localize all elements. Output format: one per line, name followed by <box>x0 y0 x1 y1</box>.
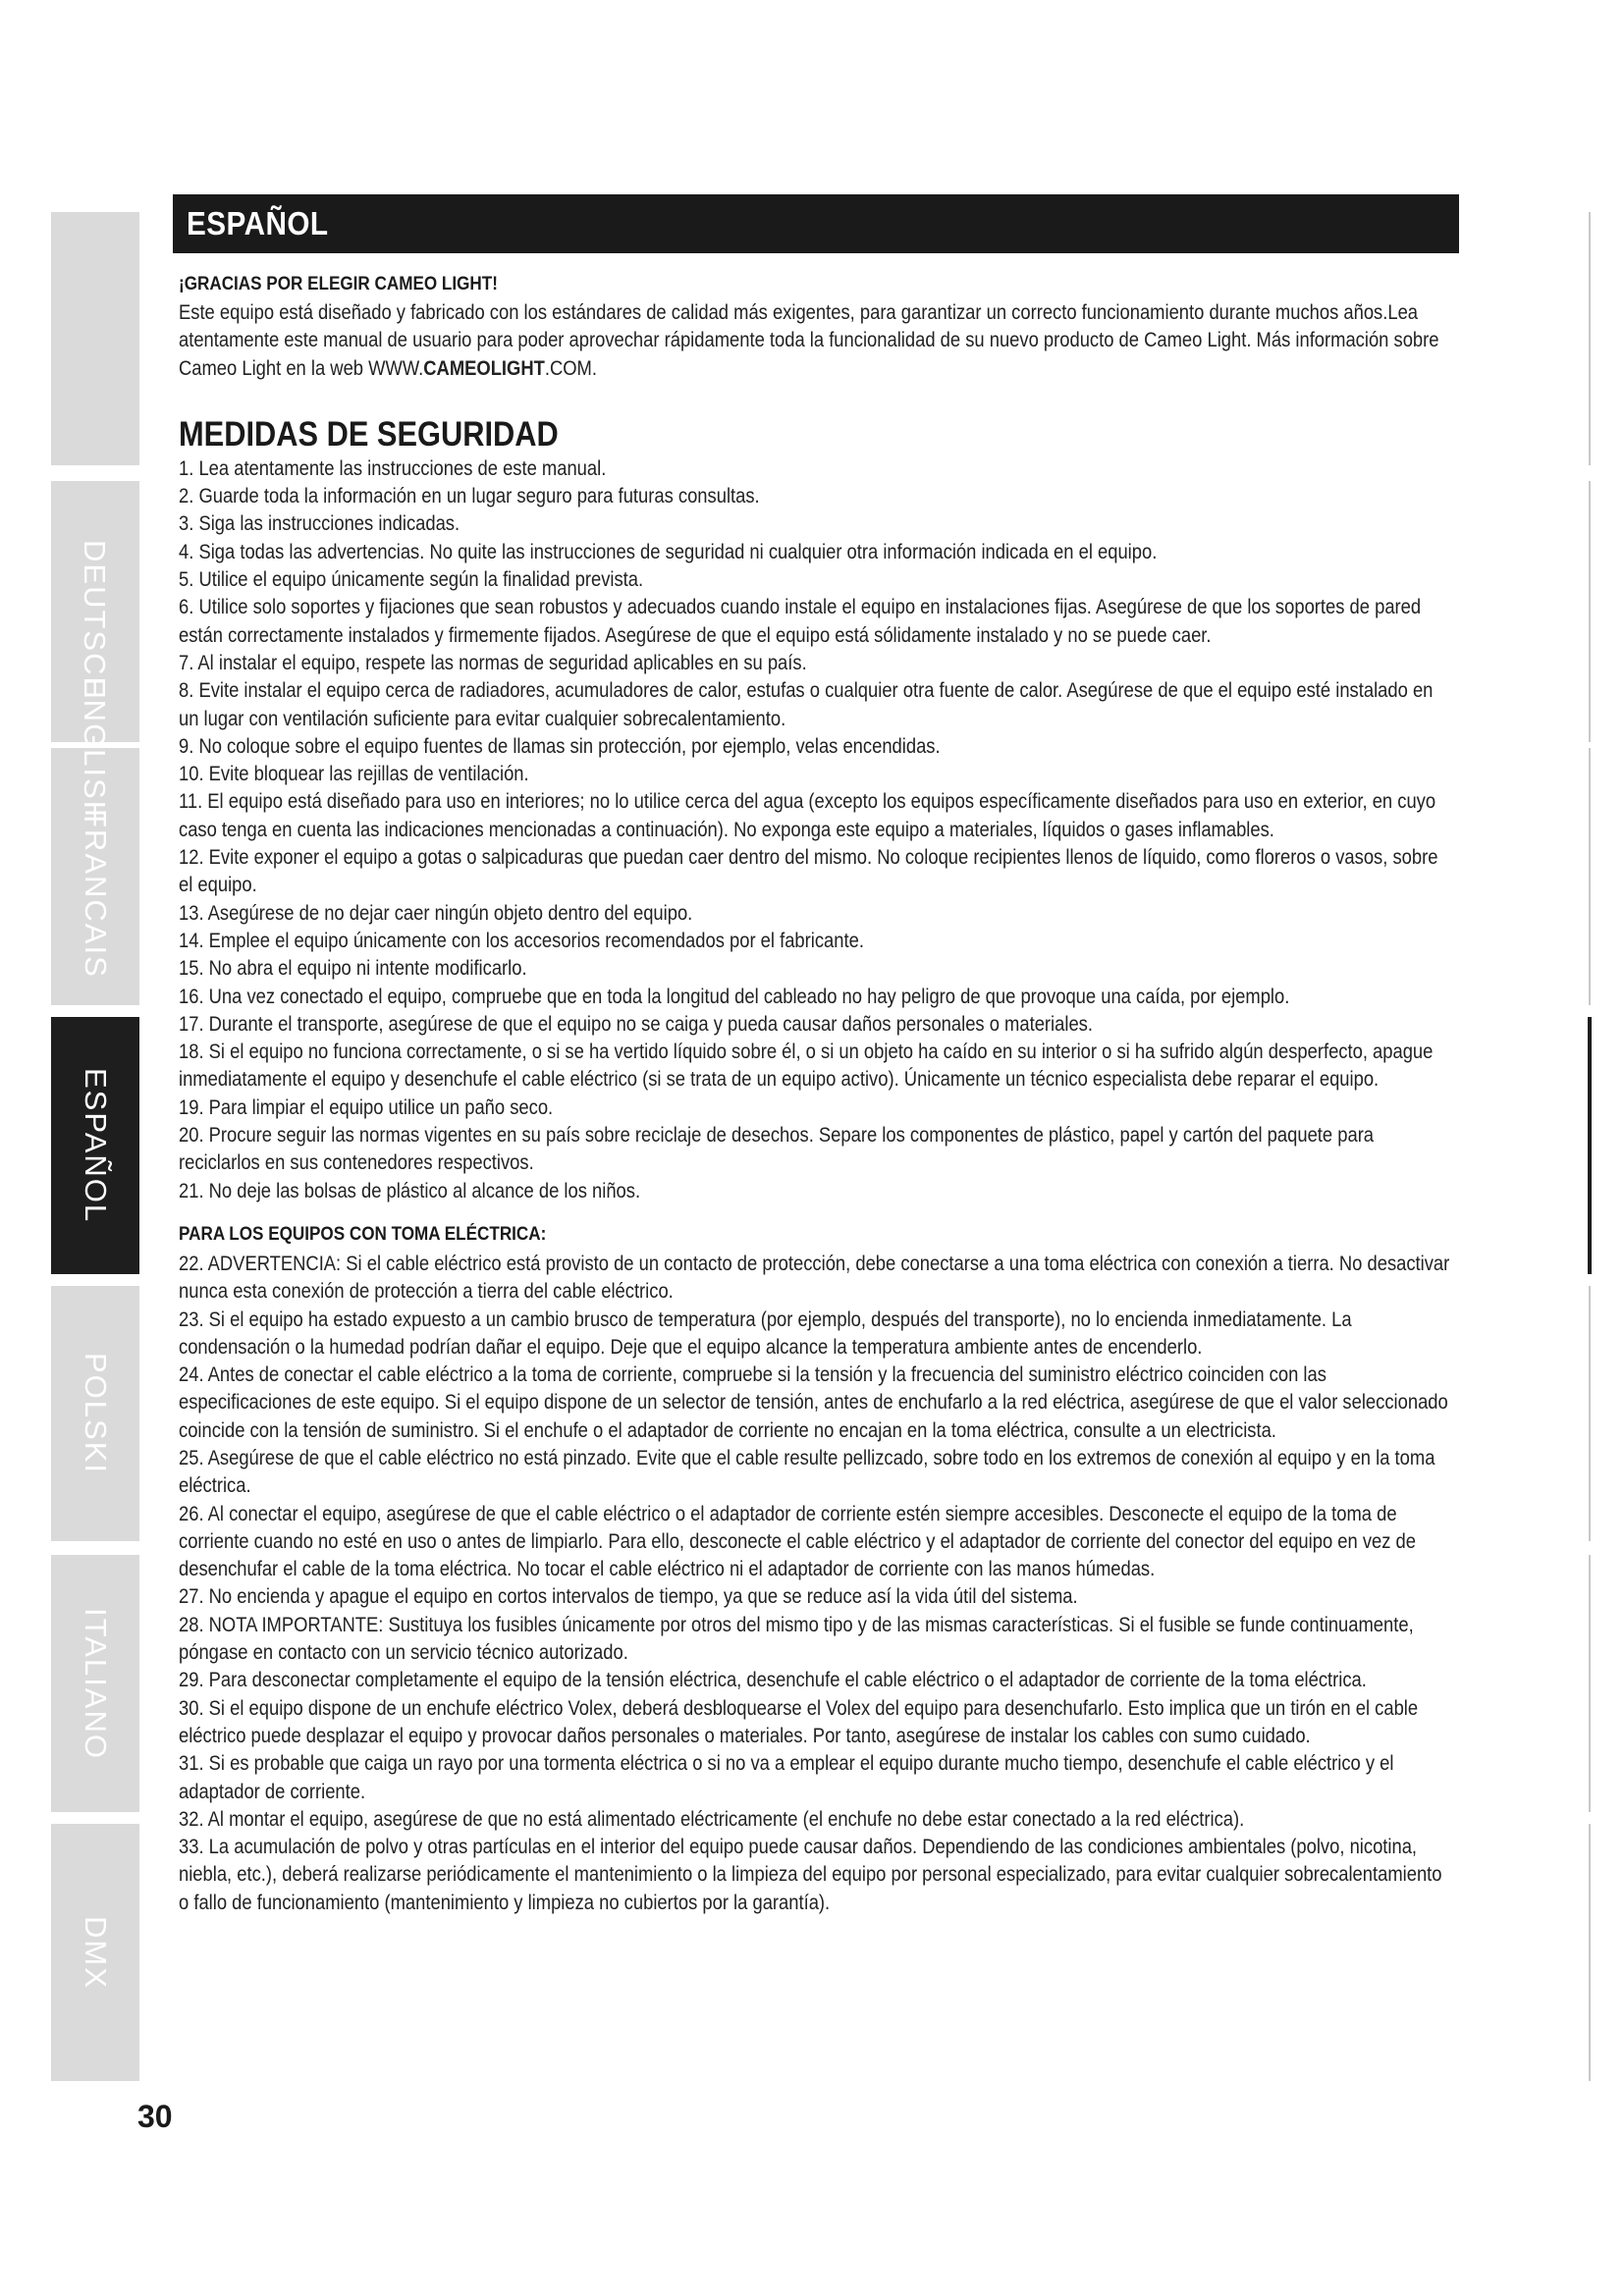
right-marker <box>1589 748 1591 1005</box>
list-item: 14. Emplee el equipo únicamente con los accesorios recomendados por el fabricante. <box>179 928 864 952</box>
list-item: 18. Si el equipo no funciona correctamente, o si se ha vertido líquido sobre él, o si un objeto ha caído en su interior o si ha sufrido algún desperfecto, apague inmediatamente el equipo y desenchufe el cable eléctrico (si se trata de un equipo activo). Únicamente un técnico especialista debe reparar el equipo. <box>179 1040 1434 1092</box>
side-tab-italiano-label: ITALIANO <box>79 1607 113 1760</box>
list-item: 24. Antes de conectar el cable eléctrico a la toma de corriente, compruebe si la tensión y la frecuencia del suministro eléctrico coinciden con las especificaciones de este equipo. Si el equipo dispone de un selector de tensión, antes de enchufarlo a la red eléctrica, asegúrese de que el valor seleccionado coincide con la tensión de suministro. Si el enchufe o el adaptador de corriente no encajan en la toma eléctrica, consulte a un electricista. <box>179 1362 1448 1442</box>
list-item: 29. Para desconectar completamente el equipo de la tensión eléctrica, desenchufe el cable eléctrico o el adaptador de corriente de la toma eléctrica. <box>179 1668 1367 1692</box>
right-marker <box>1589 481 1591 742</box>
safety-list <box>179 454 1455 1204</box>
side-tab-espanol-label: ESPAÑOL <box>79 1067 113 1224</box>
intro-website-bold: CAMEOLIGHT <box>423 355 545 380</box>
side-tab-francais-label: FRANCAIS <box>79 809 113 979</box>
list-item: 15. No abra el equipo ni intente modificarlo. <box>179 956 527 981</box>
main-content <box>179 271 1455 1916</box>
page-number: 30 <box>137 2099 173 2134</box>
safety-section-title: MEDIDAS DE SEGURIDAD <box>179 414 559 454</box>
list-item: 31. Si es probable que caiga un rayo por una tormenta eléctrica o si no va a emplear el equipo durante mucho tiempo, desenchufe el cable eléctrico y el adaptador de corriente. <box>179 1751 1394 1803</box>
language-header-bar <box>173 194 1459 253</box>
list-item: 3. Siga las instrucciones indicadas. <box>179 511 460 536</box>
list-item: 30. Si el equipo dispone de un enchufe eléctrico Volex, deberá desbloquearse el Volex del equipo para desenchufarlo. Esto implica que un tirón en el cable eléctrico puede desplazar el equipo y provocar daños personales o materiales. Por tanto, asegúrese de instalar los cables con sumo cuidado. <box>179 1695 1419 1747</box>
list-item: 12. Evite exponer el equipo a gotas o salpicaduras que puedan caer dentro del mismo. No coloque recipientes llenos de líquido, como floreros o vasos, sobre el equipo. <box>179 845 1438 897</box>
right-marker <box>1589 212 1591 465</box>
list-item: 26. Al conectar el equipo, asegúrese de que el cable eléctrico o el adaptador de corriente estén siempre accesibles. Desconecte el equipo de la toma de corriente cuando no esté en uso o antes de limpiarlo. Para ello, desconecte el cable eléctrico y el adaptador de corriente del conector del equipo en vez de desenchufar el cable de la toma eléctrica. No tocar el cable eléctrico ni el adaptador de corriente con las manos húmedas. <box>179 1501 1417 1581</box>
list-item: 28. NOTA IMPORTANTE: Sustituya los fusibles únicamente por otros del mismo tipo y de las mismas características. Si el fusible se funde continuamente, póngase en contacto con un servicio técnico autorizado. <box>179 1612 1414 1665</box>
language-header-title: ESPAÑOL <box>187 205 329 241</box>
electrical-list <box>179 1250 1455 1916</box>
intro-text: Este equipo está diseñado y fabricado con los estándares de calidad más exigentes, para garantizar un correcto funcionamiento durante muchos años.Lea atentamente este manual de usuario para poder aprovechar rápidamente toda la funcionalidad de su nuevo producto de Cameo Light. Más información sobre Cameo Light en la web WWW. <box>179 300 1439 380</box>
right-marker <box>1589 1824 1591 2081</box>
side-tab-polski-label: POLSKI <box>79 1353 113 1474</box>
side-tab-italiano[interactable] <box>51 1555 139 1812</box>
right-edge-markers <box>1589 0 1595 2296</box>
list-item: 17. Durante el transporte, asegúrese de que el equipo no se caiga y pueda causar daños personales o materiales. <box>179 1011 1093 1036</box>
list-item: 4. Siga todas las advertencias. No quite las instrucciones de seguridad ni cualquier otra información indicada en el equipo. <box>179 539 1158 563</box>
side-tab-deutsch-label: DEUTSCH <box>78 540 112 701</box>
list-item: 1. Lea atentamente las instrucciones de este manual. <box>179 455 607 480</box>
right-marker <box>1589 1286 1591 1541</box>
list-item: 21. No deje las bolsas de plástico al alcance de los niños. <box>179 1178 641 1202</box>
list-item: 16. Una vez conectado el equipo, compruebe que en toda la longitud del cableado no hay peligro de que provoque una caída, por ejemplo. <box>179 984 1290 1008</box>
list-item: 8. Evite instalar el equipo cerca de radiadores, acumuladores de calor, estufas o cualquier otra fuente de calor. Asegúrese de que el equipo esté instalado en un lugar con ventilación suficiente para evitar cualquier sobrecalentamiento. <box>179 678 1434 730</box>
electrical-section-title: PARA LOS EQUIPOS CON TOMA ELÉCTRICA: <box>179 1223 547 1245</box>
intro-paragraph <box>179 298 1453 382</box>
list-item: 6. Utilice solo soportes y fijaciones que sean robustos y adecuados cuando instale el equipo en instalaciones fijas. Asegúrese de que los soportes de pared están correctamente instalados y firmemente fijados. Asegúrese de que el equipo está sólidamente instalado y no se puede caer. <box>179 595 1422 647</box>
intro-website-suffix: .COM. <box>544 355 597 380</box>
list-item: 10. Evite bloquear las rejillas de ventilación. <box>179 762 529 786</box>
list-item: 32. Al montar el equipo, asegúrese de que no está alimentado eléctricamente (el enchufe no debe estar conectado a la red eléctrica). <box>179 1806 1245 1831</box>
side-tab-english-label: ENGLISH <box>78 677 112 826</box>
list-item: 20. Procure seguir las normas vigentes en su país sobre reciclaje de desechos. Separe los componentes de plástico, papel y cartón del paquete para reciclarlos en sus contenedores respectivos. <box>179 1123 1375 1175</box>
list-item: 9. No coloque sobre el equipo fuentes de llamas sin protección, por ejemplo, velas encendidas. <box>179 733 941 758</box>
list-item: 23. Si el equipo ha estado expuesto a un cambio brusco de temperatura (por ejemplo, después del transporte), no lo encienda inmediatamente. La condensación o la humedad podrían dañar el equipo. Deje que el equipo alcance la temperatura ambiente antes de encenderlo. <box>179 1307 1352 1359</box>
list-item: 13. Asegúrese de no dejar caer ningún objeto dentro del equipo. <box>179 900 693 925</box>
side-tab-espanol[interactable] <box>51 1017 139 1274</box>
thanks-title: ¡GRACIAS POR ELEGIR CAMEO LIGHT! <box>179 274 498 294</box>
list-item: 25. Asegúrese de que el cable eléctrico no está pinzado. Evite que el cable resulte pellizcado, sobre todo en los extremos de conexión al equipo y en la toma eléctrica. <box>179 1445 1435 1498</box>
side-tab-dmx-label: DMX <box>79 1915 113 1990</box>
side-tab-blank-top <box>51 212 139 465</box>
side-tab-francais[interactable] <box>51 777 139 1005</box>
list-item: 19. Para limpiar el equipo utilice un paño seco. <box>179 1095 554 1119</box>
list-item: 11. El equipo está diseñado para uso en interiores; no lo utilice cerca del agua (excepto los equipos específicamente diseñados para uso en exterior, en cuyo caso tenga en cuenta las indicaciones mencionadas a continuación). No exponga este equipo a materiales, líquidos o gases inflamables. <box>179 789 1436 841</box>
list-item: 7. Al instalar el equipo, respete las normas de seguridad aplicables en su país. <box>179 650 807 674</box>
list-item: 33. La acumulación de polvo y otras partículas en el interior del equipo puede causar daños. Dependiendo de las condiciones ambientales (polvo, nicotina, niebla, etc.), deberá realizarse periódicamente el mantenimiento o la limpieza del equipo por personal especializado, para evitar cualquier sobrecalentamiento o fallo de funcionamiento (mantenimiento y limpieza no cubiertos por la garantía). <box>179 1835 1442 1914</box>
list-item: 5. Utilice el equipo únicamente según la finalidad prevista. <box>179 567 644 592</box>
language-side-tabs <box>51 0 139 2296</box>
list-item: 27. No encienda y apague el equipo en cortos intervalos de tiempo, ya que se reduce así la vida útil del sistema. <box>179 1584 1078 1609</box>
right-marker-active <box>1588 1017 1592 1274</box>
side-tab-polski[interactable] <box>51 1286 139 1541</box>
right-marker <box>1589 1555 1591 1812</box>
list-item: 2. Guarde toda la información en un lugar seguro para futuras consultas. <box>179 484 760 508</box>
side-tab-dmx[interactable] <box>51 1824 139 2081</box>
list-item: 22. ADVERTENCIA: Si el cable eléctrico está provisto de un contacto de protección, debe conectarse a una toma eléctrica con conexión a tierra. No desactivar nunca esta conexión de protección a tierra del cable eléctrico. <box>179 1251 1450 1304</box>
